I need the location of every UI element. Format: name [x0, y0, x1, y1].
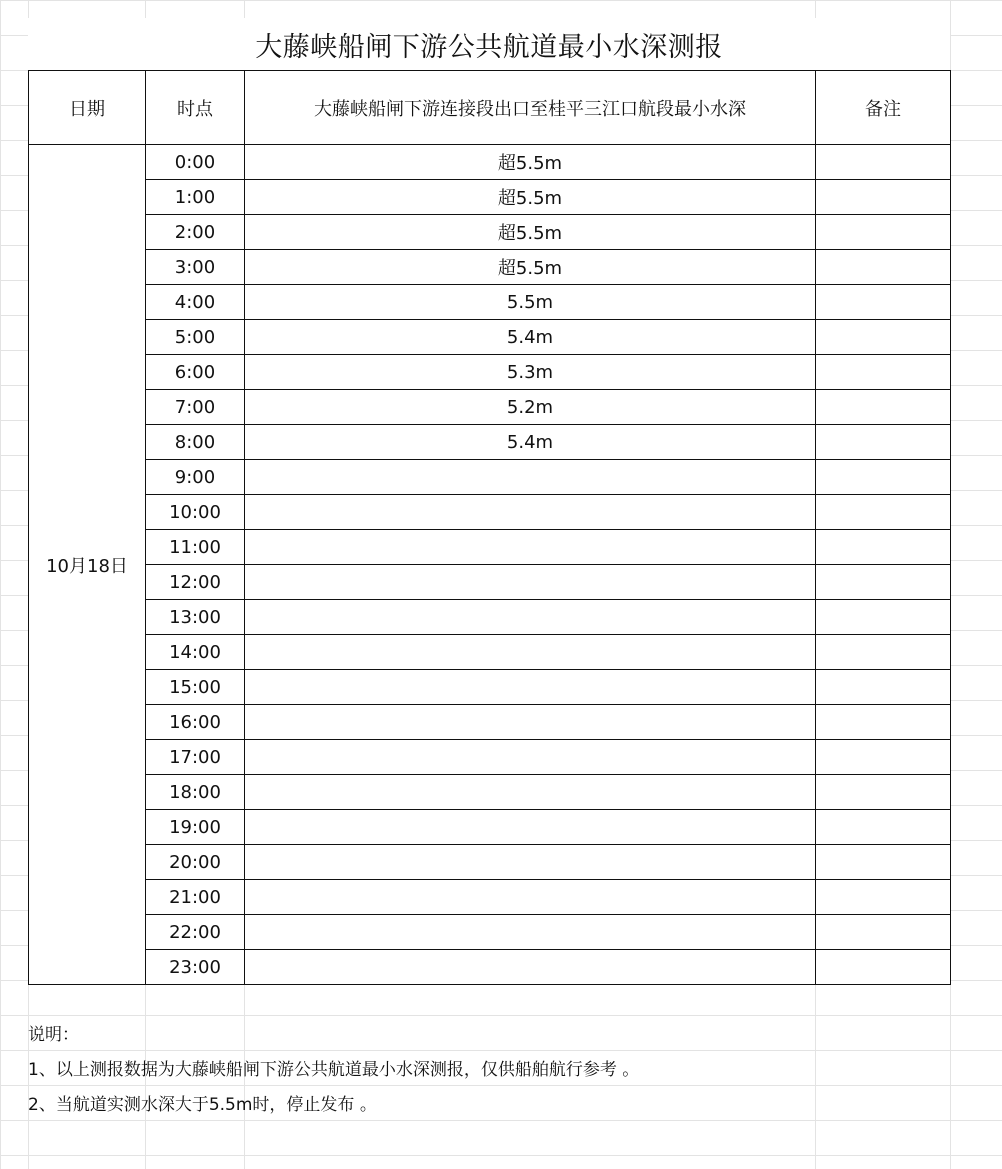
table-row: [29, 565, 951, 600]
depth-cell[interactable]: [245, 810, 816, 845]
time-cell[interactable]: 1:00: [146, 180, 245, 215]
water-depth-table: [28, 70, 951, 985]
depth-cell[interactable]: [245, 845, 816, 880]
table-row: [29, 215, 951, 250]
remark-cell[interactable]: [816, 215, 951, 250]
table-row: [29, 950, 951, 985]
remark-cell[interactable]: [816, 915, 951, 950]
remark-cell[interactable]: [816, 810, 951, 845]
table-row: [29, 355, 951, 390]
depth-cell[interactable]: [245, 880, 816, 915]
time-cell[interactable]: 11:00: [146, 530, 245, 565]
table-row: [29, 880, 951, 915]
time-cell[interactable]: 23:00: [146, 950, 245, 985]
table-row: [29, 635, 951, 670]
time-cell[interactable]: 2:00: [146, 215, 245, 250]
depth-cell[interactable]: 5.3m: [245, 355, 816, 390]
time-cell[interactable]: 3:00: [146, 250, 245, 285]
table-row: [29, 425, 951, 460]
time-cell[interactable]: 16:00: [146, 705, 245, 740]
table-header-row: [29, 71, 951, 145]
depth-cell[interactable]: 5.2m: [245, 390, 816, 425]
table-row: [29, 495, 951, 530]
header-date[interactable]: 日期: [29, 71, 146, 145]
time-cell[interactable]: 15:00: [146, 670, 245, 705]
notes-section: [28, 1018, 968, 1123]
header-remark[interactable]: 备注: [816, 71, 951, 145]
time-cell[interactable]: 12:00: [146, 565, 245, 600]
time-cell[interactable]: 20:00: [146, 845, 245, 880]
table-row: [29, 810, 951, 845]
table-row: [29, 915, 951, 950]
remark-cell[interactable]: [816, 530, 951, 565]
remark-cell[interactable]: [816, 390, 951, 425]
remark-cell[interactable]: [816, 565, 951, 600]
remark-cell[interactable]: [816, 740, 951, 775]
depth-cell[interactable]: [245, 600, 816, 635]
time-cell[interactable]: 7:00: [146, 390, 245, 425]
remark-cell[interactable]: [816, 320, 951, 355]
depth-cell[interactable]: [245, 460, 816, 495]
time-cell[interactable]: 17:00: [146, 740, 245, 775]
remark-cell[interactable]: [816, 250, 951, 285]
remark-cell[interactable]: [816, 775, 951, 810]
depth-cell[interactable]: [245, 915, 816, 950]
remark-cell[interactable]: [816, 145, 951, 180]
table-row: [29, 250, 951, 285]
depth-cell[interactable]: 超5.5m: [245, 180, 816, 215]
time-cell[interactable]: 14:00: [146, 635, 245, 670]
remark-cell[interactable]: [816, 705, 951, 740]
depth-cell[interactable]: [245, 705, 816, 740]
table-row: [29, 775, 951, 810]
depth-cell[interactable]: [245, 495, 816, 530]
depth-cell[interactable]: 5.4m: [245, 320, 816, 355]
note-item: 2、当航道实测水深大于5.5m时，停止发布 。: [28, 1095, 377, 1115]
table-row: [29, 320, 951, 355]
table-row: [29, 145, 951, 180]
depth-cell[interactable]: [245, 775, 816, 810]
time-cell[interactable]: 9:00: [146, 460, 245, 495]
table-row: [29, 390, 951, 425]
time-cell[interactable]: 8:00: [146, 425, 245, 460]
depth-cell[interactable]: [245, 950, 816, 985]
depth-cell[interactable]: [245, 635, 816, 670]
note-item: 1、以上测报数据为大藤峡船闸下游公共航道最小水深测报，仅供船舶航行参考 。: [28, 1060, 640, 1080]
remark-cell[interactable]: [816, 880, 951, 915]
depth-cell[interactable]: 5.4m: [245, 425, 816, 460]
time-cell[interactable]: 5:00: [146, 320, 245, 355]
time-cell[interactable]: 6:00: [146, 355, 245, 390]
page-title: 大藤峡船闸下游公共航道最小水深测报: [28, 18, 950, 70]
depth-cell[interactable]: [245, 565, 816, 600]
remark-cell[interactable]: [816, 495, 951, 530]
time-cell[interactable]: 22:00: [146, 915, 245, 950]
remark-cell[interactable]: [816, 635, 951, 670]
time-cell[interactable]: 4:00: [146, 285, 245, 320]
date-cell[interactable]: 10月18日: [29, 145, 146, 985]
notes-heading: 说明：: [28, 1025, 79, 1045]
table-row: [29, 285, 951, 320]
remark-cell[interactable]: [816, 285, 951, 320]
depth-cell[interactable]: [245, 530, 816, 565]
remark-cell[interactable]: [816, 425, 951, 460]
time-cell[interactable]: 18:00: [146, 775, 245, 810]
table-row: [29, 180, 951, 215]
table-row: [29, 740, 951, 775]
remark-cell[interactable]: [816, 670, 951, 705]
time-cell[interactable]: 13:00: [146, 600, 245, 635]
table-row: [29, 460, 951, 495]
remark-cell[interactable]: [816, 355, 951, 390]
depth-cell[interactable]: 超5.5m: [245, 145, 816, 180]
remark-cell[interactable]: [816, 180, 951, 215]
depth-cell[interactable]: 超5.5m: [245, 250, 816, 285]
table-row: [29, 600, 951, 635]
depth-cell[interactable]: 5.5m: [245, 285, 816, 320]
depth-cell[interactable]: [245, 740, 816, 775]
time-cell[interactable]: 21:00: [146, 880, 245, 915]
remark-cell[interactable]: [816, 600, 951, 635]
table-row: [29, 705, 951, 740]
table-row: [29, 845, 951, 880]
depth-cell[interactable]: 超5.5m: [245, 215, 816, 250]
time-cell[interactable]: 0:00: [146, 145, 245, 180]
table-row: [29, 530, 951, 565]
header-time[interactable]: 时点: [146, 71, 245, 145]
time-cell[interactable]: 19:00: [146, 810, 245, 845]
time-cell[interactable]: 10:00: [146, 495, 245, 530]
table-row: [29, 670, 951, 705]
depth-cell[interactable]: [245, 670, 816, 705]
remark-cell[interactable]: [816, 845, 951, 880]
header-depth[interactable]: 大藤峡船闸下游连接段出口至桂平三江口航段最小水深: [245, 71, 816, 145]
remark-cell[interactable]: [816, 460, 951, 495]
remark-cell[interactable]: [816, 950, 951, 985]
